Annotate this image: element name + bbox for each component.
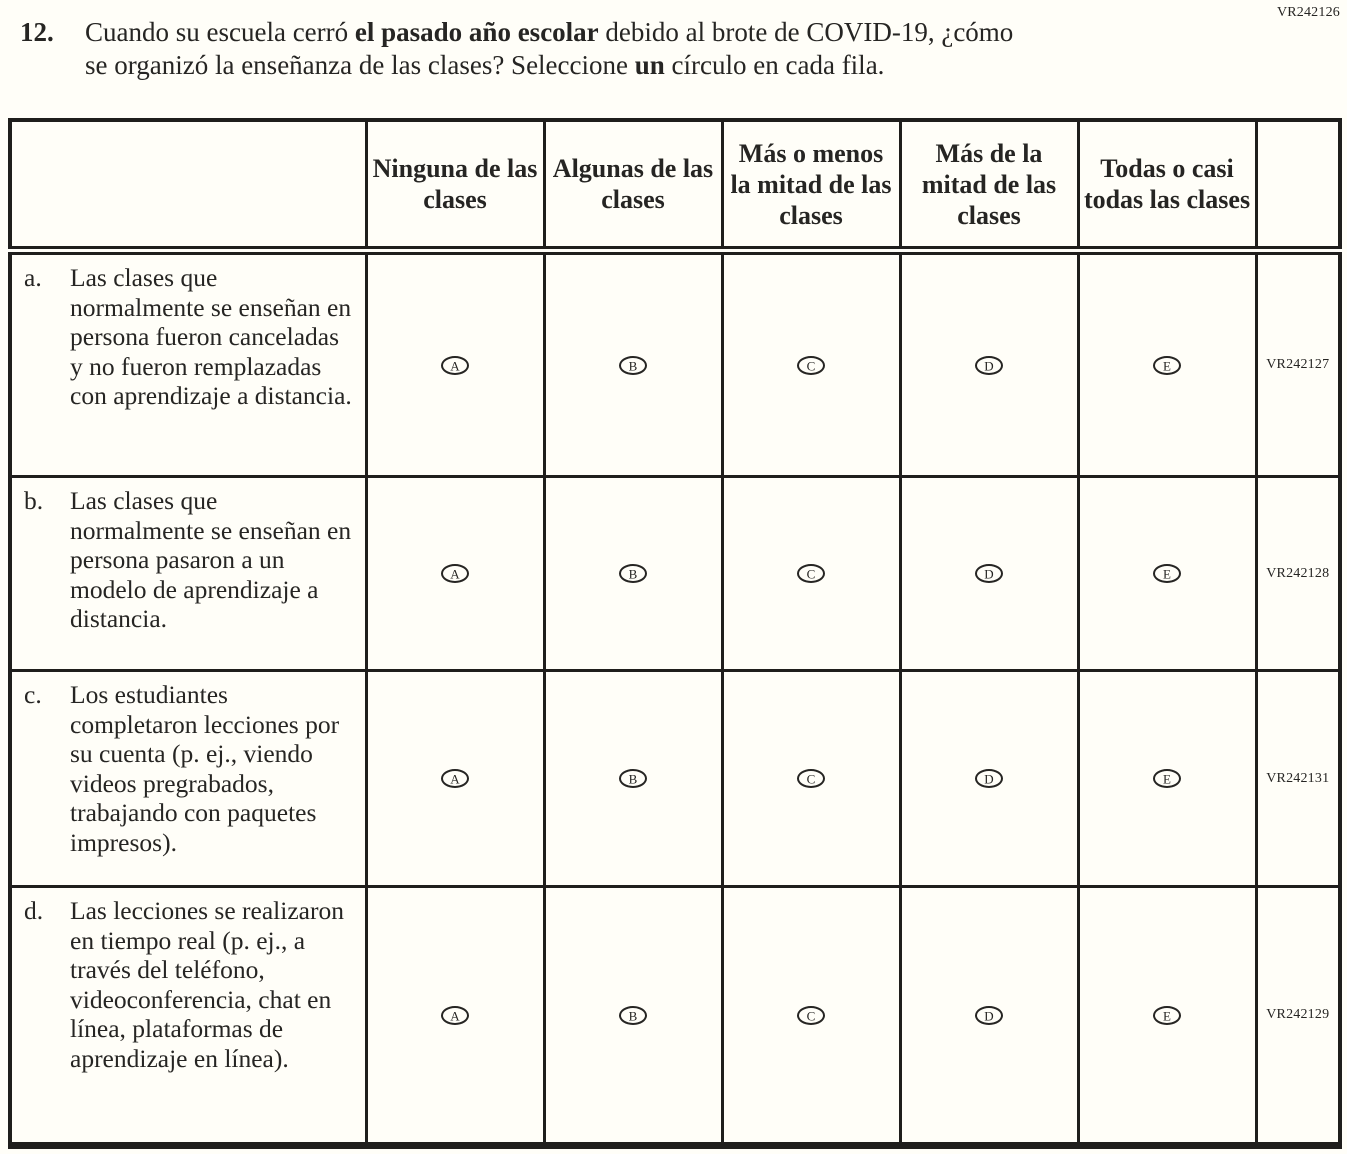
bubble-row-c-option-A[interactable]: A bbox=[441, 769, 469, 788]
bubble-row-b-option-A[interactable]: A bbox=[441, 564, 469, 583]
column-header-more-than-half: Más de la mitad de las clases bbox=[900, 120, 1078, 251]
stem-column-header bbox=[10, 120, 366, 251]
column-header-some: Algunas de las clases bbox=[544, 120, 722, 251]
row-c-text: Los estudiantes completaron lecciones por su cuenta (p. ej., viendo videos pregrabados, trabajando con paquetes impresos). bbox=[70, 680, 340, 857]
bubble-row-c-option-D[interactable]: D bbox=[975, 769, 1003, 788]
row-b-letter: b. bbox=[24, 486, 44, 515]
column-header-about-half: Más o menos la mitad de las clases bbox=[722, 120, 900, 251]
answer-grid-table bbox=[8, 118, 1342, 1149]
table-row-d bbox=[10, 887, 1340, 1146]
question-line-2: se organizó la enseñanza de las clases? Seleccione un círculo en cada fila. bbox=[85, 50, 885, 80]
bubble-row-a-option-D[interactable]: D bbox=[975, 356, 1003, 375]
question-bold-phrase: el pasado año escolar bbox=[354, 17, 599, 47]
row-b-stem bbox=[10, 477, 366, 671]
bubble-row-c-option-C[interactable]: C bbox=[797, 769, 825, 788]
column-header-all: Todas o casi todas las clases bbox=[1078, 120, 1256, 251]
bubble-row-a-option-E[interactable]: E bbox=[1153, 356, 1181, 375]
code-column-header bbox=[1256, 120, 1340, 251]
bubble-row-a-option-C[interactable]: C bbox=[797, 356, 825, 375]
row-b-text: Las clases que normalmente se enseñan en persona pasaron a un modelo de aprendizaje a distancia. bbox=[70, 486, 352, 633]
bubble-row-b-option-B[interactable]: B bbox=[619, 564, 647, 583]
question-text bbox=[85, 16, 1013, 82]
bubble-row-a-option-A[interactable]: A bbox=[441, 356, 469, 375]
table-row-c bbox=[10, 671, 1340, 887]
question-number: 12. bbox=[20, 17, 54, 47]
table-row-a bbox=[10, 251, 1340, 477]
question-bold-un: un bbox=[634, 50, 665, 80]
column-header-none: Ninguna de las clases bbox=[366, 120, 544, 251]
bubble-row-d-option-B[interactable]: B bbox=[619, 1006, 647, 1025]
bubble-row-d-option-C[interactable]: C bbox=[797, 1006, 825, 1025]
row-d-stem bbox=[10, 887, 366, 1146]
row-a-text: Las clases que normalmente se enseñan en persona fueron canceladas y no fueron remplazadas con aprendizaje a distancia. bbox=[70, 263, 352, 410]
bubble-row-c-option-E[interactable]: E bbox=[1153, 769, 1181, 788]
bubble-row-a-option-B[interactable]: B bbox=[619, 356, 647, 375]
row-c-letter: c. bbox=[24, 680, 42, 709]
bubble-row-d-option-E[interactable]: E bbox=[1153, 1006, 1181, 1025]
bubble-row-d-option-A[interactable]: A bbox=[441, 1006, 469, 1025]
question-line-1: Cuando su escuela cerró el pasado año escolar debido al brote de COVID-19, ¿cómo bbox=[85, 17, 1014, 47]
bubble-row-b-option-C[interactable]: C bbox=[797, 564, 825, 583]
bubble-row-b-option-E[interactable]: E bbox=[1153, 564, 1181, 583]
row-a-letter: a. bbox=[24, 263, 42, 292]
row-d-letter: d. bbox=[24, 896, 44, 925]
row-d-code: VR242129 bbox=[1256, 887, 1340, 1146]
row-b-code: VR242128 bbox=[1256, 477, 1340, 671]
header-row bbox=[10, 120, 1340, 251]
row-a-code: VR242127 bbox=[1256, 251, 1340, 477]
bubble-row-c-option-B[interactable]: B bbox=[619, 769, 647, 788]
bubble-row-b-option-D[interactable]: D bbox=[975, 564, 1003, 583]
bubble-row-d-option-D[interactable]: D bbox=[975, 1006, 1003, 1025]
row-a-stem bbox=[10, 251, 366, 477]
row-d-text: Las lecciones se realizaron en tiempo real (p. ej., a través del teléfono, videoconferencia, chat en línea, plataformas de aprendizaje en línea). bbox=[70, 896, 344, 1073]
row-c-stem bbox=[10, 671, 366, 887]
table-row-b bbox=[10, 477, 1340, 671]
form-code: VR242126 bbox=[1276, 5, 1340, 20]
question-block bbox=[20, 16, 1227, 82]
row-c-code: VR242131 bbox=[1256, 671, 1340, 887]
